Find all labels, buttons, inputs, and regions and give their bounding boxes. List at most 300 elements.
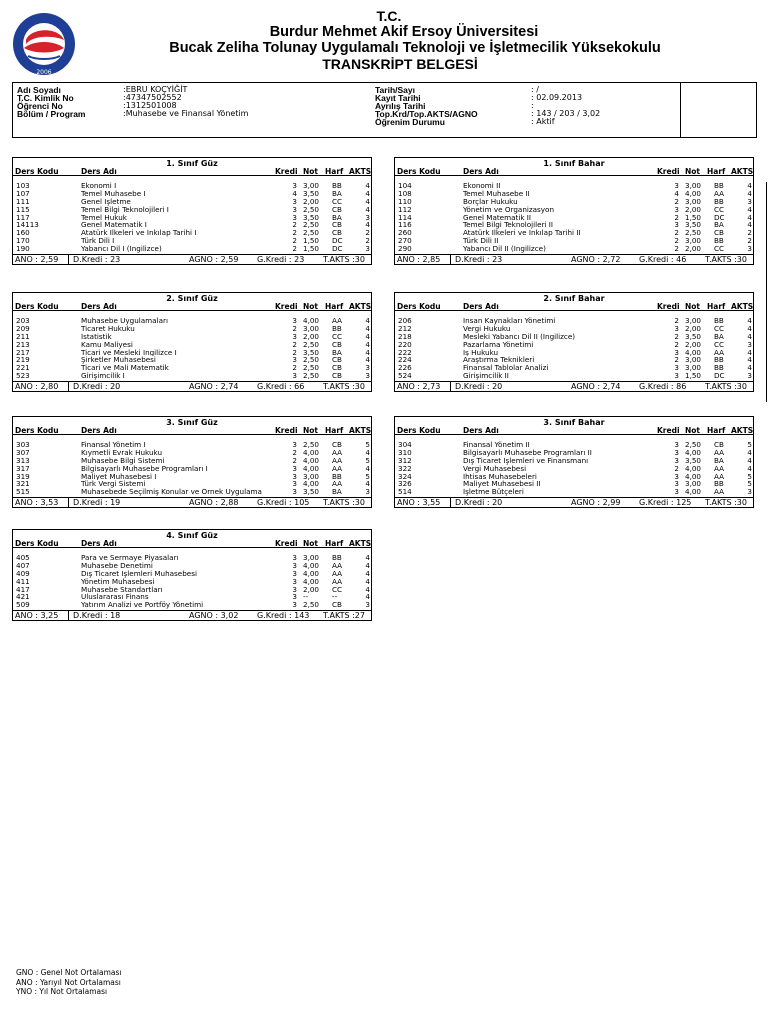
semester-title: 3. Sınıf Güz [166,418,218,427]
course-code: 515 [16,487,30,497]
svg-text:2006: 2006 [36,69,52,76]
course-letter: AA [332,463,343,473]
course-grade: 2,50 [303,600,320,610]
course-credit: 2 [292,323,297,333]
course-name: Ticaret Hukuku [81,324,135,333]
course-grade: 3,00 [685,236,702,246]
col-harf: Harf [325,302,344,311]
course-credit: 3 [674,471,679,481]
course-code: 206 [398,316,412,325]
course-akts: 4 [747,323,752,333]
course-code: 260 [398,228,412,238]
course-code: 409 [16,568,30,578]
course-credit: 3 [292,576,297,586]
course-code: 222 [398,347,412,357]
legend-item: GNO : Genel Not Ortalaması [16,968,122,977]
course-name: Yönetim ve Organizasyon [463,205,555,214]
course-code: 218 [398,331,412,341]
course-letter: CB [332,228,342,238]
ano-value: ANO : 3,53 [15,498,59,508]
course-credit: 3 [292,487,297,497]
course-letter: AA [714,463,725,473]
info-label: Öğrenci No [17,101,63,111]
dkredi-value: D.Kredi : 20 [455,382,503,392]
course-code: 209 [16,323,30,333]
course-code: 270 [398,236,412,246]
course-name: Ticari ve Mesleki İngilizce I [81,348,177,357]
course-credit: 3 [674,323,679,333]
course-letter: CC [332,196,343,206]
course-name: Temel Bilgi Teknolojileri I [81,205,169,214]
course-name: Yabancı Dil II (İngilizce) [463,245,546,254]
course-akts: 4 [747,316,752,325]
course-grade: 4,00 [303,479,320,489]
col-kredi: Kredi [657,167,680,176]
col-not: Not [685,302,701,311]
course-akts: 4 [747,188,752,198]
course-grade: 2,50 [685,440,702,449]
course-letter: AA [714,347,725,357]
course-credit: 3 [292,440,297,449]
semester-summary [13,497,371,507]
course-credit: 3 [292,560,297,570]
semester-table [394,416,754,508]
course-akts: 4 [747,220,752,230]
course-akts: 4 [365,463,370,473]
course-code: 421 [16,592,30,602]
course-akts: 4 [365,323,370,333]
semester-header [13,158,371,176]
semester-summary [395,497,753,507]
takts-value: T.AKTS :30 [705,498,747,508]
col-ders-kodu: Ders Kodu [15,426,59,435]
course-name: Ticari ve Mali Matematik [81,364,169,373]
course-code: 304 [398,440,412,449]
course-letter: AA [332,568,343,578]
col-harf: Harf [707,426,726,435]
course-akts: 4 [747,331,752,341]
course-code: 160 [16,228,30,238]
course-letter: CB [332,339,342,349]
course-credit: 4 [674,188,679,198]
semester-summary [395,254,753,264]
semester-summary [13,610,371,620]
course-grade: 2,00 [685,339,702,349]
course-grade: 3,50 [303,347,320,357]
course-name: Muhasebe Uygulamaları [81,317,168,325]
course-akts: 4 [747,181,752,190]
course-name: Girişimcilik I [81,372,125,381]
course-akts: 5 [365,471,370,481]
course-credit: 3 [674,220,679,230]
info-label: Tarih/Sayı [375,85,415,95]
course-code: 226 [398,363,412,373]
info-label: Adı Soyadı [17,85,61,95]
agno-value: AGNO : 2,99 [571,498,621,508]
student-info-box [12,82,757,138]
school-name: Bucak Zeliha Tolunay Uygulamalı Teknoloji ve İşletmecilik Yüksekokulu [169,40,661,56]
course-letter: AA [714,471,725,481]
semester-table [12,529,372,621]
takts-value: T.AKTS :30 [323,255,365,265]
info-label: Top.Krd/Top.AKTS/AGNO [375,109,478,119]
course-credit: 3 [292,584,297,594]
course-akts: 5 [365,455,370,465]
course-code: 107 [16,188,30,198]
agno-value: AGNO : 2,74 [189,382,239,392]
course-credit: 3 [292,592,297,602]
course-name: Uluslararası Finans [81,593,149,602]
gkredi-value: G.Kredi : 23 [257,255,305,265]
course-code: 322 [398,463,412,473]
course-credit: 2 [292,339,297,349]
course-grade: 4,00 [303,568,320,578]
course-code: 417 [16,584,30,594]
course-code: 221 [16,363,30,373]
course-row [13,601,371,609]
semester-title: 1. Sınıf Güz [166,159,218,168]
course-code: 116 [398,220,412,230]
course-letter: CC [714,204,725,214]
course-akts: 2 [747,228,752,238]
course-grade: 3,50 [303,487,320,497]
course-grade: 2,50 [303,228,320,238]
info-label: Ayrılış Tarihi [375,101,426,111]
course-code: 319 [16,471,30,481]
info-value: : 143 / 203 / 3,02 [531,109,601,118]
course-code: 211 [16,331,30,341]
document-header [0,8,768,72]
course-grade: -- [303,592,309,602]
course-grade: 4,00 [685,447,702,457]
course-name: Genel Matematik I [81,221,147,230]
course-akts: 4 [365,181,370,190]
info-value: : / [531,85,539,94]
course-grade: 2,00 [685,204,702,214]
course-akts: 4 [365,196,370,206]
course-letter: CC [714,244,725,254]
course-credit: 2 [674,244,679,254]
course-grade: 3,00 [685,355,702,365]
col-harf: Harf [325,167,344,176]
course-grade: 3,00 [303,471,320,481]
course-letter: -- [332,592,338,602]
course-code: 407 [16,560,30,570]
course-letter: BB [714,316,724,325]
course-credit: 3 [292,331,297,341]
course-grade: 3,00 [685,196,702,206]
course-letter: AA [332,316,343,325]
takts-value: T.AKTS :27 [323,611,365,621]
course-credit: 3 [674,455,679,465]
course-credit: 3 [292,471,297,481]
course-grade: 3,50 [303,212,320,222]
course-row [13,586,371,594]
course-grade: 4,00 [685,487,702,497]
agno-value: AGNO : 2,59 [189,255,239,265]
course-row [395,488,753,496]
course-letter: AA [332,560,343,570]
course-credit: 3 [292,371,297,381]
course-akts: 4 [365,560,370,570]
course-name: İhtisas Muhasebeleri [463,472,537,481]
course-name: Vergi Hukuku [463,324,511,333]
course-grade: 4,00 [303,576,320,586]
semester-header [13,417,371,435]
col-ders-kodu: Ders Kodu [15,539,59,548]
university-name: Burdur Mehmet Akif Ersoy Üniversitesi [269,24,539,40]
course-row [13,372,371,380]
course-grade: 2,50 [303,339,320,349]
semester-header [13,530,371,548]
course-name: Mesleki Yabancı Dil II (İngilizce) [463,332,576,341]
takts-value: T.AKTS :30 [705,255,747,265]
course-grade: 3,50 [685,331,702,341]
course-code: 104 [398,181,412,190]
course-grade: 3,00 [303,181,320,190]
course-akts: 3 [365,487,370,497]
ano-value: ANO : 2,73 [397,382,441,392]
course-letter: AA [332,455,343,465]
course-credit: 3 [674,479,679,489]
course-name: Pazarlama Yönetimi [463,340,534,349]
course-akts: 4 [365,188,370,198]
col-akts: AKTS [731,167,754,176]
course-akts: 3 [747,244,752,254]
col-ders-adi: Ders Adı [81,539,117,548]
col-ders-kodu: Ders Kodu [397,426,441,435]
course-name: Girişimcilik II [463,372,509,381]
dkredi-value: D.Kredi : 23 [73,255,121,265]
info-label: Bölüm / Program [17,109,86,119]
course-code: 307 [16,447,30,457]
course-code: 317 [16,463,30,473]
course-letter: BB [714,363,724,373]
gkredi-value: G.Kredi : 105 [257,498,310,508]
course-grade: 2,00 [685,244,702,254]
col-not: Not [303,302,319,311]
info-row [17,109,249,119]
course-row [395,245,753,253]
course-name: Bilgisayarlı Muhasebe Programları I [81,464,208,473]
course-credit: 3 [674,371,679,381]
course-letter: CB [714,440,724,449]
course-credit: 2 [292,220,297,230]
course-credit: 3 [292,568,297,578]
course-akts: 4 [365,316,370,325]
course-code: 219 [16,355,30,365]
course-credit: 3 [292,212,297,222]
info-value: :Muhasebe ve Finansal Yönetim [123,109,249,118]
course-akts: 4 [747,463,752,473]
course-code: 112 [398,204,412,214]
course-credit: 2 [292,363,297,373]
semester-table [394,292,754,392]
course-credit: 3 [674,487,679,497]
course-name: Yatırım Analizi ve Portföy Yönetimi [81,601,204,610]
course-code: 324 [398,471,412,481]
course-name: Ekonomi II [463,182,501,190]
course-code: 114 [398,212,412,222]
course-credit: 3 [292,316,297,325]
course-code: 217 [16,347,30,357]
info-value: : Aktif [531,117,555,126]
course-akts: 3 [747,487,752,497]
course-credit: 3 [674,181,679,190]
course-grade: 3,50 [685,455,702,465]
course-grade: 2,50 [303,440,320,449]
course-grade: 4,00 [685,188,702,198]
course-grade: 4,00 [685,471,702,481]
course-name: Temel Hukuk [81,213,127,222]
course-grade: 3,00 [303,553,320,562]
course-name: Temel Muhasebe II [463,189,530,198]
dkredi-value: D.Kredi : 23 [455,255,503,265]
agno-value: AGNO : 2,72 [571,255,621,265]
course-akts: 4 [747,455,752,465]
course-code: 310 [398,447,412,457]
course-grade: 4,00 [303,560,320,570]
course-credit: 2 [674,463,679,473]
ano-value: ANO : 3,55 [397,498,441,508]
course-credit: 2 [292,244,297,254]
course-credit: 2 [292,455,297,465]
semester-title: 2. Sınıf Güz [166,294,218,303]
course-name: Genel İşletme [81,197,131,206]
course-letter: CC [714,323,725,333]
course-grade: 2,50 [303,204,320,214]
course-letter: CB [332,204,342,214]
course-name: Kıymetli Evrak Hukuku [81,448,163,457]
course-grade: 3,50 [685,220,702,230]
col-ders-adi: Ders Adı [81,167,117,176]
course-letter: BB [714,236,724,246]
col-kredi: Kredi [275,302,298,311]
course-grade: 2,50 [685,228,702,238]
agno-value: AGNO : 2,88 [189,498,239,508]
course-akts: 3 [365,244,370,254]
course-name: Muhasebede Seçilmiş Konular ve Örnek Uygulama [81,488,262,497]
semester-header [13,293,371,311]
course-credit: 3 [674,447,679,457]
course-grade: 2,50 [303,363,320,373]
course-letter: DC [332,236,343,246]
course-letter: DC [714,212,725,222]
col-ders-kodu: Ders Kodu [397,167,441,176]
col-ders-adi: Ders Adı [81,302,117,311]
dkredi-value: D.Kredi : 20 [455,498,503,508]
course-credit: 3 [292,196,297,206]
course-letter: CB [714,228,724,238]
col-akts: AKTS [731,426,754,435]
course-akts: 4 [365,479,370,489]
course-letter: BA [332,347,342,357]
course-name: Ekonomi I [81,182,117,190]
course-credit: 2 [292,447,297,457]
col-harf: Harf [325,426,344,435]
course-code: 220 [398,339,412,349]
takts-value: T.AKTS :30 [323,498,365,508]
info-label: T.C. Kimlik No [17,93,74,103]
col-akts: AKTS [731,302,754,311]
takts-value: T.AKTS :30 [705,382,747,392]
info-value: : [531,101,534,110]
course-letter: BB [714,196,724,206]
legend-item: ANO : Yarıyıl Not Ortalaması [16,977,121,987]
course-credit: 3 [674,440,679,449]
course-code: 524 [398,371,412,381]
course-credit: 2 [674,196,679,206]
course-name: Finansal Tablolar Analizi [463,364,549,373]
course-grade: 3,50 [303,188,320,198]
course-name: Borçlar Hukuku [463,197,518,206]
course-credit: 4 [292,188,297,198]
course-credit: 2 [292,236,297,246]
course-name: Muhasebe Denetimi [81,561,153,570]
course-akts: 3 [365,371,370,381]
course-akts: 4 [365,355,370,365]
course-credit: 3 [674,204,679,214]
course-letter: BA [714,455,724,465]
course-credit: 3 [292,479,297,489]
course-name: İş Hukuku [463,348,499,357]
semester-table [12,157,372,265]
course-akts: 5 [747,479,752,489]
course-name: Vergi Muhasebesi [463,464,527,473]
course-akts: 3 [747,371,752,381]
course-grade: 3,00 [685,479,702,489]
course-letter: CB [332,220,342,230]
course-letter: BB [714,181,724,190]
course-credit: 2 [292,228,297,238]
course-code: 312 [398,455,412,465]
course-code: 509 [16,600,30,610]
course-name: Dış Ticaret İşlemleri Muhasebesi [81,569,197,578]
course-akts: 3 [747,339,752,349]
course-name: Bilgisayarlı Muhasebe Programları II [463,448,592,457]
col-kredi: Kredi [275,539,298,548]
course-letter: AA [332,576,343,586]
course-letter: AA [332,447,343,457]
semester-title: 2. Sınıf Bahar [543,294,605,303]
semester-title: 4. Sınıf Güz [166,531,218,540]
course-code: 523 [16,371,30,381]
course-grade: 4,00 [685,347,702,357]
course-code: 405 [16,553,30,562]
course-akts: 2 [747,236,752,246]
course-letter: CB [332,440,342,449]
col-akts: AKTS [349,167,372,176]
course-code: 303 [16,440,30,449]
course-letter: DC [332,244,343,254]
gkredi-value: G.Kredi : 143 [257,611,310,621]
course-grade: 2,50 [303,371,320,381]
abbreviation-legend [16,968,122,997]
course-akts: 4 [747,363,752,373]
course-akts: 3 [747,196,752,206]
info-label: Öğrenim Durumu [375,117,445,127]
course-credit: 3 [292,600,297,610]
col-akts: AKTS [349,426,372,435]
course-name: İşletme Bütçeleri [463,488,524,497]
course-name: Maliyet Muhasebesi I [81,472,157,481]
takts-value: T.AKTS :30 [323,382,365,392]
course-grade: 1,50 [303,236,320,246]
semester-header [395,417,753,435]
course-row [13,488,371,496]
course-name: Yönetim Muhasebesi [81,577,155,586]
course-code: 321 [16,479,30,489]
